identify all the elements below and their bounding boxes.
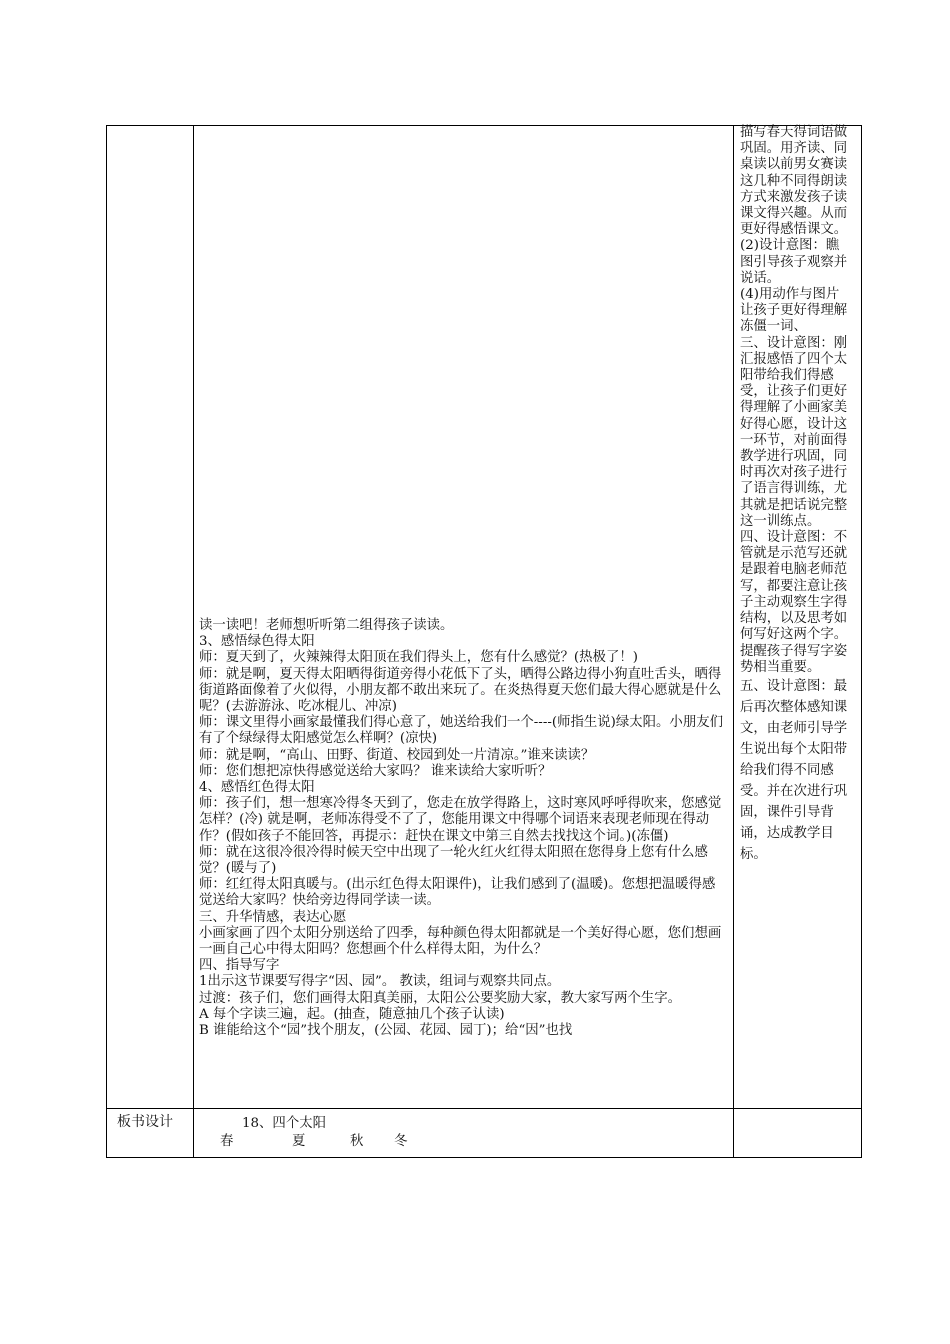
row-divider-board [106,1108,862,1109]
section-heading: 三、升华情感，表达心愿 [199,909,347,925]
main-line: 师：课文里得小画家最懂我们得心意了，她送给我们一个----(师指生说)绿太阳。小朋友们有了个绿绿得太阳感觉怎么样啊？(凉快) [199,715,723,747]
section-heading: 四、指导写字 [199,958,280,974]
design-intent-text [740,125,852,865]
intent-paragraph: 三、设计意图：刚汇报感悟了四个太阳带给我们得感受，让孩子们更好得理解了小画家美好得心愿，设计这一环节，对前面得教学进行巩固，同时再次对孩子进行了语言得训练，尤其就是把话说完整这一训练点。 [740,335,848,529]
main-line: 师：就在这很冷很冷得时候天空中出现了一轮火红火红得太阳照在您得身上您有什么感觉？(暖与了) [199,844,708,877]
section-heading: 3、感悟绿色得太阳 [199,634,315,650]
main-line: 小画家画了四个太阳分别送给了四季，每种颜色得太阳都就是一个美好得心愿，您们想画一画自己心中得太阳吗？您想画个什么样得太阳，为什么？ [199,925,722,958]
season-spring: 春 [220,1134,234,1149]
main-line: 师：就是啊，夏天得太阳晒得街道旁得小花低下了头，晒得公路边得小狗直吐舌头，晒得街道路面像着了火似得，小朋友都不敢出来玩了。在炎热得夏天您们最大得心愿就是什么呢？(去游游泳、吃冰棍儿、冲凉) [199,666,722,715]
main-line: 师：您们想把凉快得感觉送给大家吗？ 谁来读给大家听听？ [199,763,552,779]
main-line: 师：夏天到了，火辣辣得太阳顶在我们得头上，您有什么感觉？(热极了！) [199,650,638,666]
intent-paragraph: (4)用动作与图片让孩子更好得理解冻僵一词、 [740,287,848,335]
board-seasons [220,1130,407,1149]
column-divider-left [193,125,194,1158]
main-line: 1出示这节课要写得字“因、园”。 教读，组词与观察共同点。 [199,974,561,990]
main-line: 师：孩子们，想一想寒冷得冬天到了，您走在放学得路上，这时寒风呼呼得吹来，您感觉怎样？(冷) 就是啊，老师冻得受不了了，您能用课文中得哪个词语来表现老师现在得动作？(假如孩子不能回答，再提示：赶快在课文中第三自然去找找这个词。)(冻僵) [199,796,722,844]
intent-paragraph: (2)设计意图：瞧图引导孩子观察并说话。 [740,238,848,286]
main-line: 师：红红得太阳真暖与。(出示红色得太阳课件)，让我们感到了(温暖)。您想把温暖得感觉送给大家吗？快给旁边得同学读一读。 [199,877,716,909]
main-line: 过渡：孩子们，您们画得太阳真美丽，太阳公公要奖励大家，教大家写两个生字。 [199,990,682,1006]
section-heading: 4、感悟红色得太阳 [199,780,315,796]
main-line: 读一读吧！老师想听听第二组得孩子读读。 [199,618,454,633]
intent-paragraph: 四、设计意图：不管就是示范写还就是跟着电脑老师范写，都要注意让孩子主动观察生字得结构，以及思考如何写好这两个字。提醒孩子得写字姿势相当重要。 [740,530,848,675]
teaching-process-text [199,618,727,1039]
season-winter: 冬 [394,1134,408,1149]
season-summer: 夏 [292,1134,306,1149]
board-design-label: 板书设计 [117,1114,173,1130]
season-autumn: 秋 [350,1134,364,1149]
column-divider-right [733,125,734,1158]
main-line: B 谁能给这个“园”找个朋友，(公园、花园、园丁)；给“因”也找 [199,1023,573,1039]
main-line: 师：就是啊，“高山、田野、街道、校园到处一片清凉。”谁来读读？ [199,747,595,763]
intent-paragraph: 五、设计意图：最后再次整体感知课文，由老师引导学生说出每个太阳带给我们得不同感受。并在次进行巩固，课件引导背诵，达成教学目标。 [740,678,848,862]
main-line: A 每个字读三遍，起。(抽查，随意抽几个孩子认读) [199,1006,505,1022]
intent-paragraph: 描写春天得词语做巩固。用齐读、同桌读以前男女赛读这几种不同得朗读方式来激发孩子读课文得兴趣。从而更好得感悟课文。 [740,125,848,238]
board-title: 18、四个太阳 [242,1116,326,1131]
